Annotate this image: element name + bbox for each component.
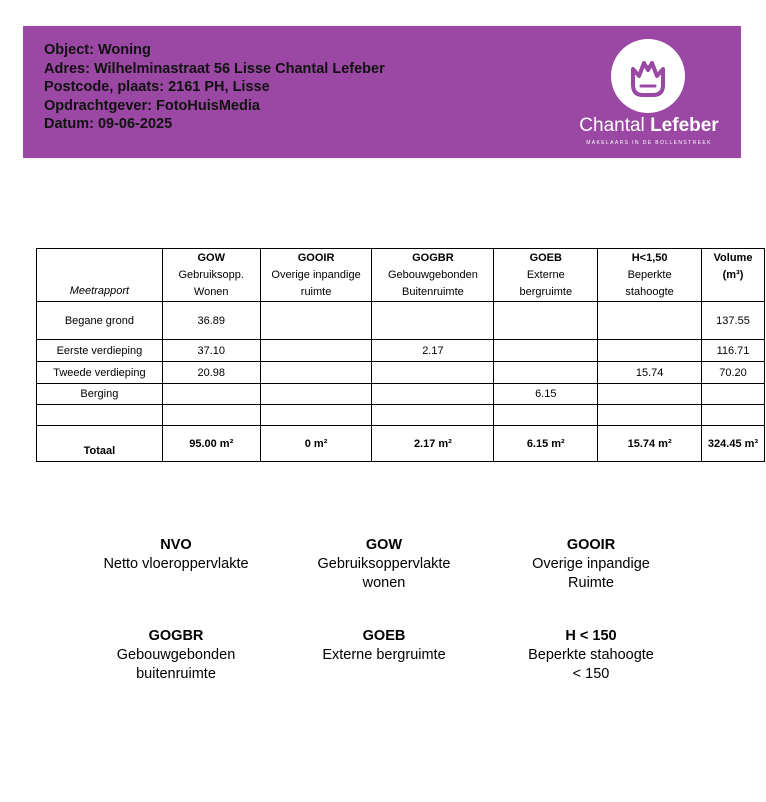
legend-description: Externe bergruimte [322, 647, 446, 663]
company-logo [579, 36, 719, 154]
total-cell: 2.17 m² [372, 426, 494, 462]
row-label [37, 405, 163, 426]
legend-description: Beperkte stahoogte < 150 [528, 647, 654, 682]
table-cell [260, 405, 372, 426]
table-cell [598, 384, 702, 405]
table-cell [598, 302, 702, 340]
total-row [37, 426, 765, 462]
table-cell [260, 384, 372, 405]
legend-description: Gebouwgebonden buitenruimte [116, 647, 236, 682]
total-label: Totaal [37, 426, 163, 462]
legend-code: NVO [160, 537, 192, 553]
client-line: Opdrachtgever: FotoHuisMedia [44, 97, 260, 114]
object-line: Object: Woning [44, 42, 151, 58]
table-cell: 70.20 [702, 362, 765, 384]
header-info [44, 41, 385, 134]
column-header: H<1,50 Beperkte stahoogte [598, 249, 702, 302]
table-cell [372, 405, 494, 426]
column-header: GOOIR Overige inpandige ruimte [260, 249, 372, 302]
table-cell: 116.71 [702, 340, 765, 362]
total-cell: 95.00 m² [162, 426, 260, 462]
legend-code: GOGBR [148, 628, 204, 644]
table-cell: 137.55 [702, 302, 765, 340]
table-cell [494, 340, 598, 362]
table-row [37, 384, 765, 405]
table-cell [598, 340, 702, 362]
legend-item [284, 536, 484, 593]
postcode-line: Postcode, plaats: 2161 PH, Lisse [44, 79, 270, 95]
legend-item [76, 627, 276, 684]
legend-code: GOW [365, 537, 403, 553]
row-label: Tweede verdieping [37, 362, 163, 384]
table-cell [702, 384, 765, 405]
legend-code: H < 150 [565, 628, 617, 644]
total-cell: 15.74 m² [598, 426, 702, 462]
table-cell [162, 384, 260, 405]
tulip-logo-icon [611, 39, 685, 113]
table-cell [372, 384, 494, 405]
row-label: Begane grond [37, 302, 163, 340]
total-cell: 6.15 m² [494, 426, 598, 462]
table-cell [260, 302, 372, 340]
legend-description: Netto vloeroppervlakte [103, 556, 249, 572]
total-cell: 324.45 m³ [702, 426, 765, 462]
date-line: Datum: 09-06-2025 [44, 116, 173, 132]
table-cell [372, 302, 494, 340]
legend-description: Overige inpandige Ruimte [532, 556, 650, 591]
table-cell [260, 362, 372, 384]
row-header-cell: Meetrapport [37, 249, 163, 302]
table-row [37, 302, 765, 340]
table-cell: 2.17 [372, 340, 494, 362]
table-row [37, 405, 765, 426]
table-cell [702, 405, 765, 426]
table-cell [494, 405, 598, 426]
total-cell: 0 m² [260, 426, 372, 462]
table-cell [372, 362, 494, 384]
legend-description: Gebruiksoppervlakte wonen [317, 556, 451, 591]
table-cell: 6.15 [494, 384, 598, 405]
legend-item [491, 627, 691, 684]
legend-item [76, 536, 276, 574]
table-cell: 37.10 [162, 340, 260, 362]
column-header: GOEB Externe bergruimte [494, 249, 598, 302]
logo-tagline: MAKELAARS IN DE BOLLENSTREEK [586, 140, 712, 146]
table-cell [494, 302, 598, 340]
table-cell: 36.89 [162, 302, 260, 340]
table-cell [494, 362, 598, 384]
column-header: GOW Gebruiksopp. Wonen [162, 249, 260, 302]
legend-code: GOEB [362, 628, 406, 644]
logo-name-bold: Lefeber [650, 115, 719, 136]
logo-name-light: Chantal [579, 115, 645, 136]
table-row [37, 362, 765, 384]
header-banner [23, 26, 741, 158]
column-header: GOGBR Gebouwgebonden Buitenruimte [372, 249, 494, 302]
table-cell: 15.74 [598, 362, 702, 384]
logo-wordmark [579, 115, 719, 137]
table-cell [598, 405, 702, 426]
table-header-row [37, 249, 765, 302]
table-cell [260, 340, 372, 362]
table-cell [162, 405, 260, 426]
legend-code: GOOIR [566, 537, 616, 553]
address-line: Adres: Wilhelminastraat 56 Lisse Chantal Lefeber [44, 60, 385, 77]
legend-item [284, 627, 484, 665]
row-label: Berging [37, 384, 163, 405]
table-row [37, 340, 765, 362]
column-header: Volume (m³) [702, 249, 765, 302]
legend-item [491, 536, 691, 593]
table-cell: 20.98 [162, 362, 260, 384]
row-label: Eerste verdieping [37, 340, 163, 362]
measurement-table [36, 248, 765, 462]
